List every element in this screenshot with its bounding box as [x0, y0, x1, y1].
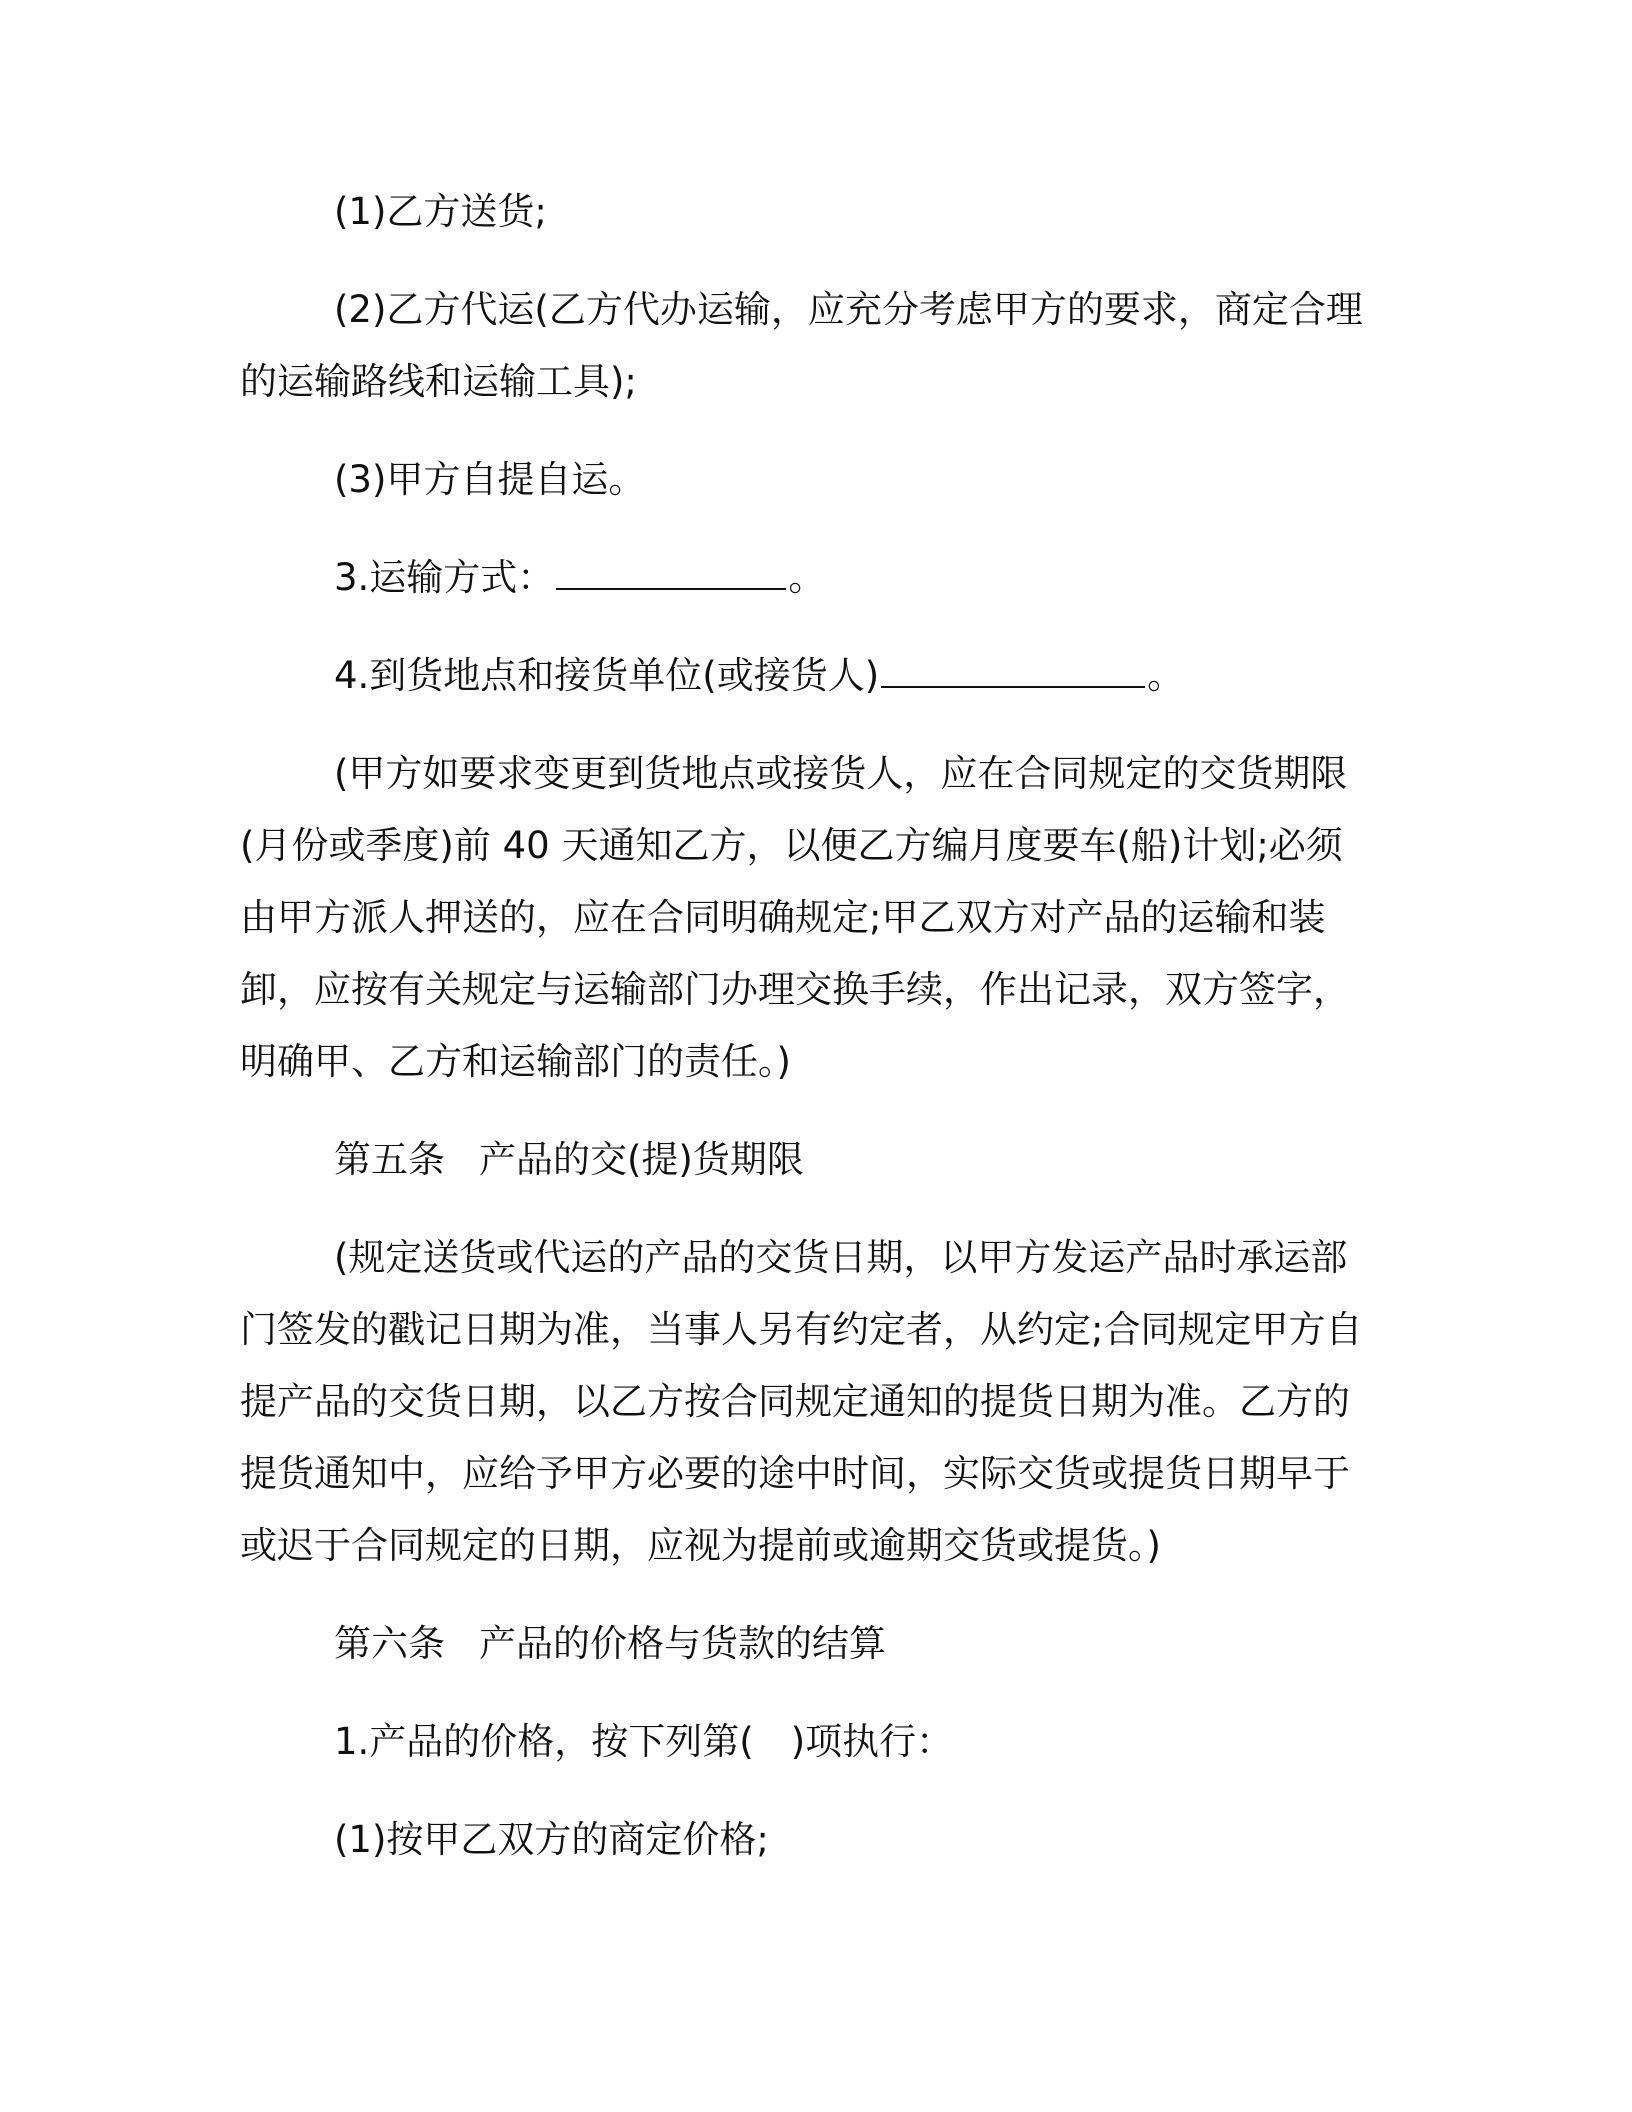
transport-method-line — [240, 542, 1370, 614]
clause-item-2 — [240, 274, 1370, 418]
clause-item-1-text: (1)乙方送货; — [334, 190, 547, 233]
delivery-change-note — [240, 738, 1370, 1098]
article-six-heading — [240, 1608, 1370, 1680]
paragraph-gap — [240, 1196, 1370, 1222]
article-six-number: 第六条 — [334, 1622, 445, 1665]
clause-item-2-text: (2)乙方代运(乙方代办运输，应充分考虑甲方的要求，商定合理的运输路线和运输工具); — [240, 288, 1363, 403]
clause-item-1 — [240, 176, 1370, 248]
delivery-place-line — [240, 640, 1370, 712]
price-option-1-text: (1)按甲乙双方的商定价格; — [334, 1818, 769, 1861]
paragraph-gap — [240, 1582, 1370, 1608]
clause-item-3-text: (3)甲方自提自运。 — [334, 458, 646, 501]
delivery-date-note — [240, 1222, 1370, 1582]
price-clause-intro — [240, 1706, 1370, 1778]
paragraph-gap — [240, 1778, 1370, 1804]
article-six-title: 产品的价格与货款的结算 — [479, 1622, 886, 1665]
paragraph-gap — [240, 516, 1370, 542]
transport-method-label: 3.运输方式： — [334, 556, 555, 599]
article-five-heading — [240, 1124, 1370, 1196]
paragraph-gap — [240, 1680, 1370, 1706]
transport-method-end: 。 — [788, 556, 826, 599]
delivery-place-blank[interactable] — [881, 652, 1145, 688]
paragraph-gap — [240, 418, 1370, 444]
paragraph-gap — [240, 712, 1370, 738]
article-five-number: 第五条 — [334, 1138, 445, 1181]
price-clause-intro-text: 1.产品的价格，按下列第( )项执行： — [334, 1720, 954, 1763]
article-five-title: 产品的交(提)货期限 — [479, 1138, 804, 1181]
delivery-change-note-text: (甲方如要求变更到货地点或接货人，应在合同规定的交货期限(月份或季度)前 40 天通知乙方，以便乙方编月度要车(船)计划;必须由甲方派人押送的，应在合同明确规定;甲乙双方对产品的运输和装卸，应按有关规定与运输部门办理交换手续，作出记录，双方签字，明确甲、乙方和运输部门的责任。) — [240, 752, 1350, 1083]
clause-item-3 — [240, 444, 1370, 516]
paragraph-gap — [240, 1098, 1370, 1124]
paragraph-gap — [240, 614, 1370, 640]
price-option-1 — [240, 1804, 1370, 1876]
delivery-place-label: 4.到货地点和接货单位(或接货人) — [334, 654, 880, 697]
delivery-date-note-text: (规定送货或代运的产品的交货日期，以甲方发运产品时承运部门签发的戳记日期为准，当事人另有约定者，从约定;合同规定甲方自提产品的交货日期，以乙方按合同规定通知的提货日期为准。乙方的提货通知中，应给予甲方必要的途中时间，实际交货或提货日期早于或迟于合同规定的日期，应视为提前或逾期交货或提货。) — [240, 1236, 1363, 1567]
document-body — [240, 176, 1370, 1876]
delivery-place-end: 。 — [1147, 654, 1185, 697]
transport-method-blank[interactable] — [556, 554, 786, 590]
paragraph-gap — [240, 248, 1370, 274]
